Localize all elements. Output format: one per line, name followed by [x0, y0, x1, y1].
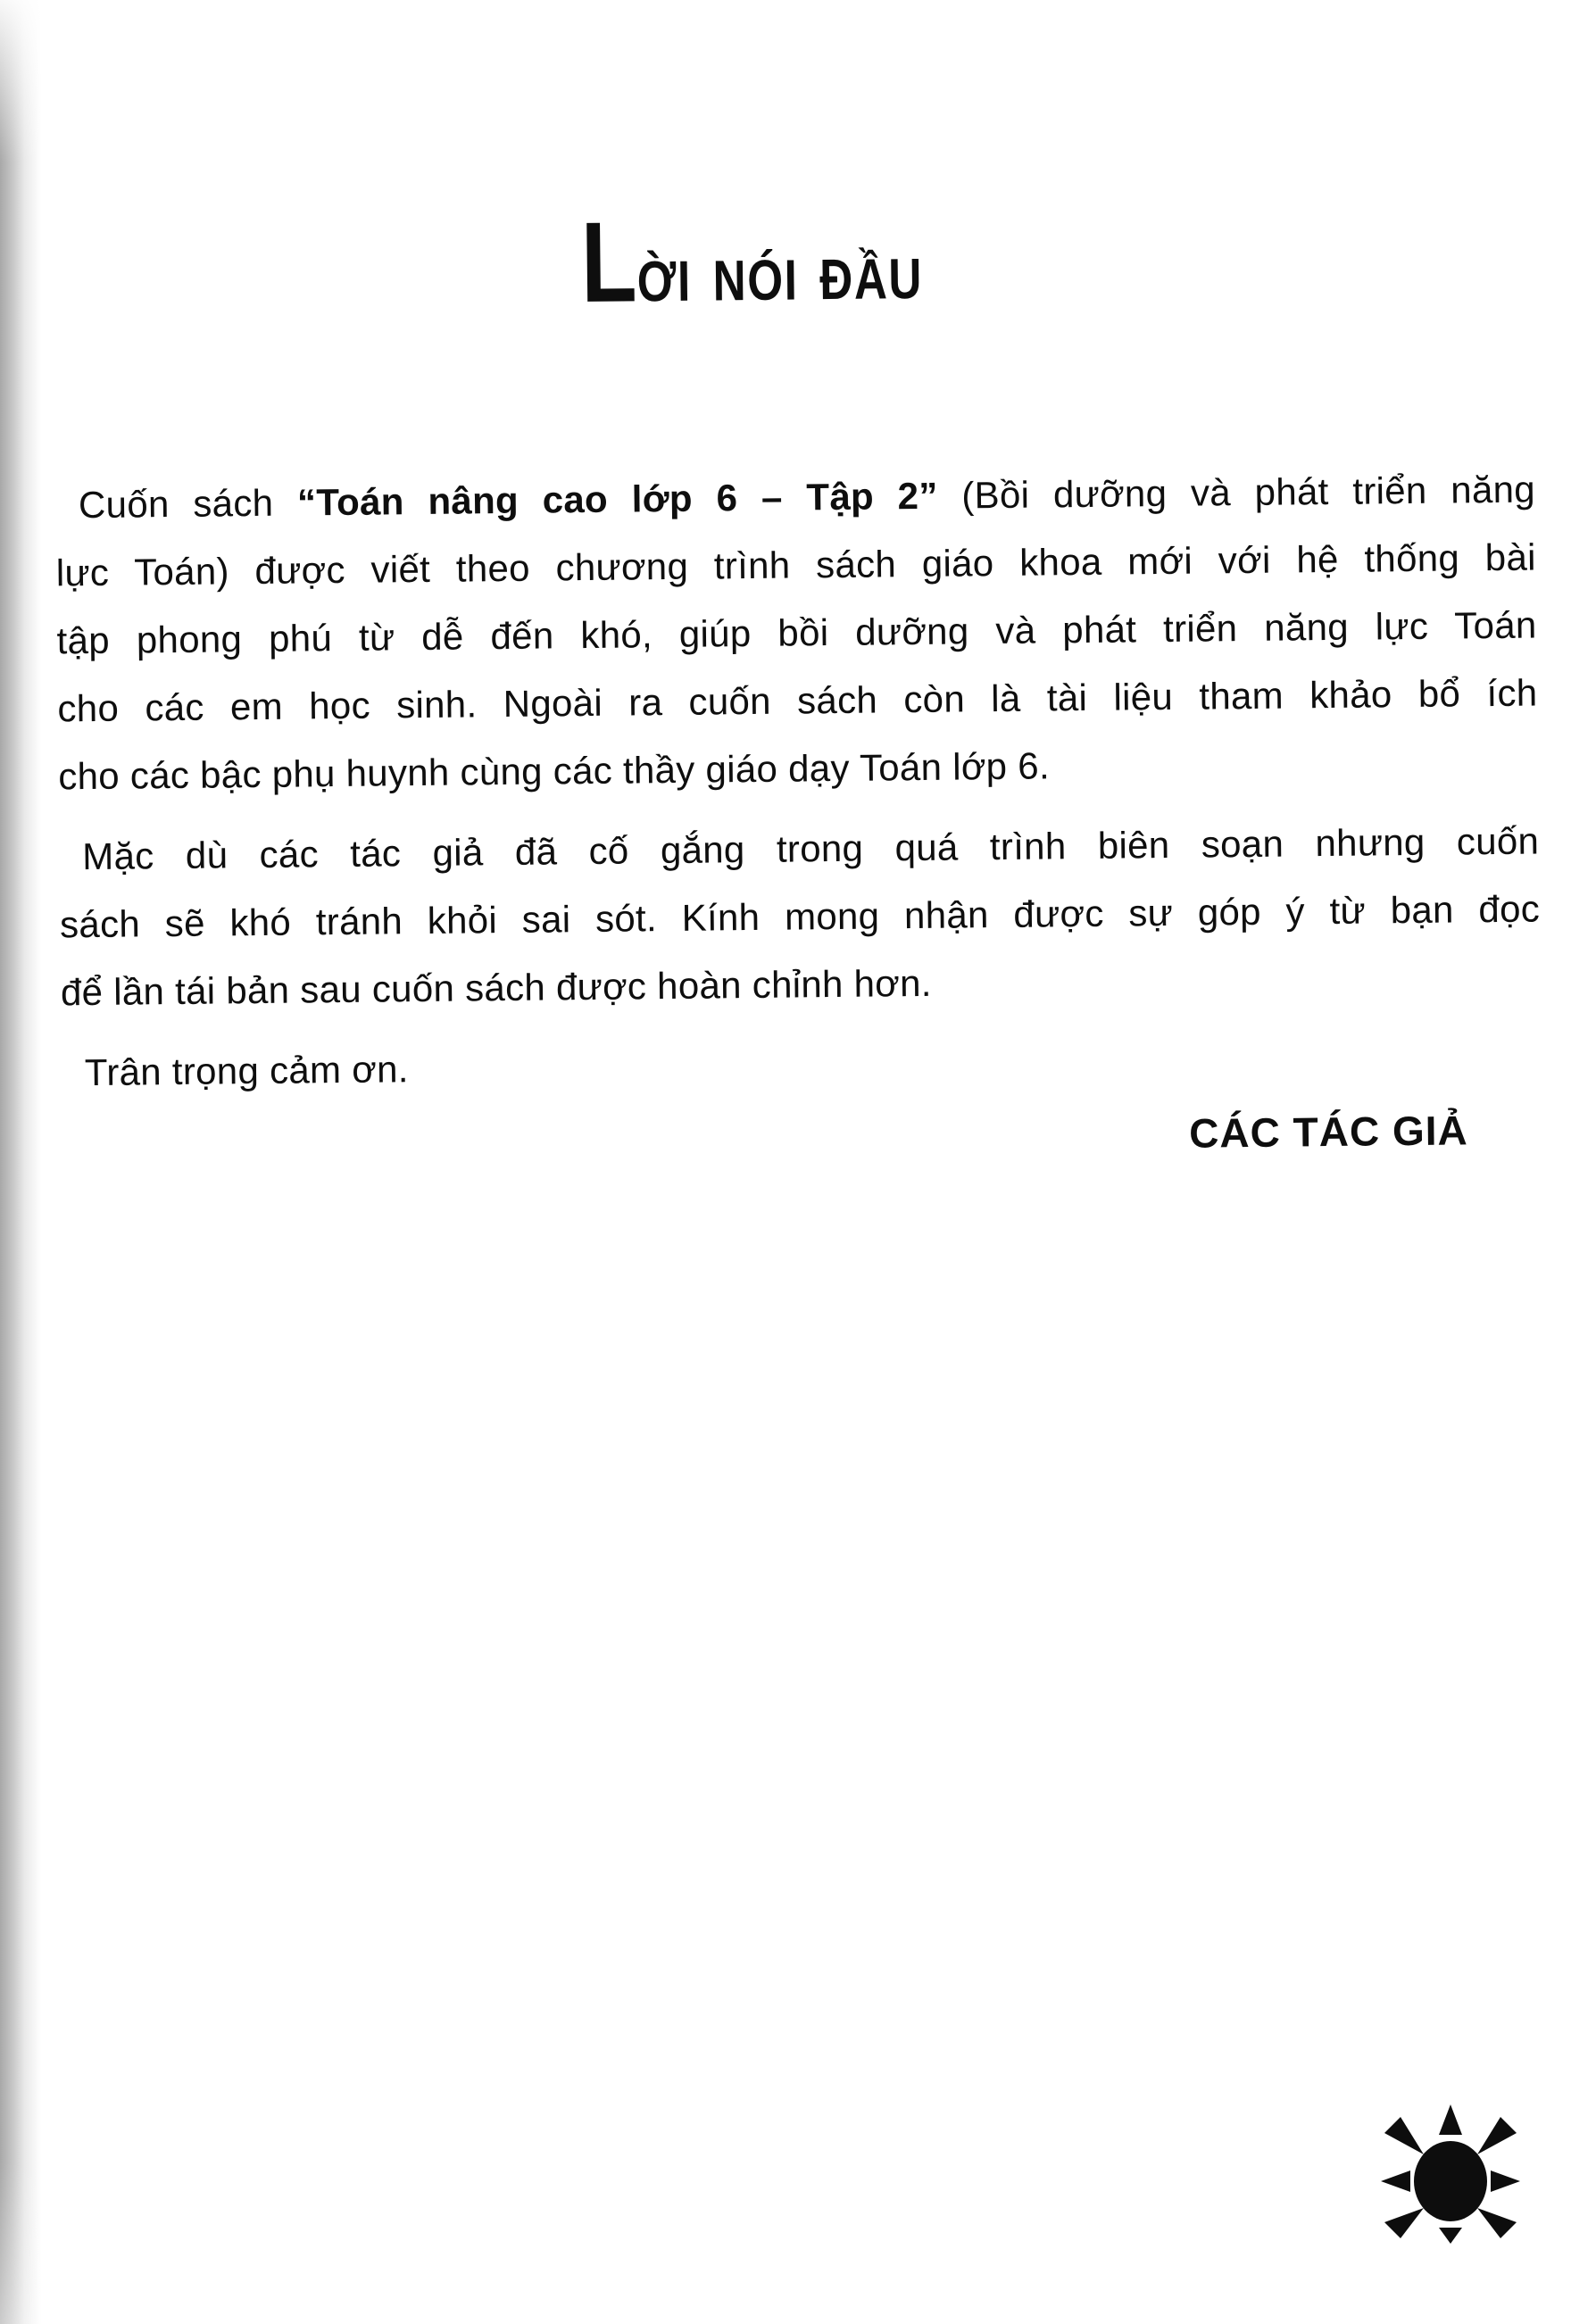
- text-segment: tập phong phú từ dễ đến khó, giúp bồi dưỡng và phát triển năng lực Toán: [56, 603, 1537, 662]
- title-drop-cap: L: [579, 198, 638, 328]
- page-title-text: [579, 198, 924, 332]
- text-segment: Cuốn sách: [78, 481, 298, 527]
- book-title-emphasis: “Toán nâng cao lớp 6 – Tập 2”: [296, 474, 938, 524]
- preface-body: [55, 455, 1542, 1107]
- text-line: [61, 1023, 1542, 1107]
- text-segment: Mặc dù các tác giả đã cố gắng trong quá trình biên soạn nhưng cuốn: [82, 819, 1540, 878]
- text-segment: sách sẽ khó tránh khỏi sai sót. Kính mong nhận được sự góp ý từ bạn đọc: [59, 887, 1541, 946]
- paragraph: [61, 1023, 1542, 1107]
- paragraph: [55, 455, 1539, 810]
- paragraph: [59, 807, 1541, 1026]
- page-content: [53, 198, 1542, 1170]
- text-segment: lực Toán) được viết theo chương trình sách giáo khoa mới với hệ thống bài: [55, 535, 1536, 594]
- text-segment: Trân trọng cảm ơn.: [84, 1048, 409, 1094]
- text-segment: để lần tái bản sau cuốn sách được hoàn chỉnh hơn.: [60, 961, 933, 1014]
- sun-icon: [1377, 2103, 1524, 2247]
- author-signature: CÁC TÁC GIẢ: [1188, 1107, 1468, 1157]
- text-segment: cho các em học sinh. Ngoài ra cuốn sách còn là tài liệu tham khảo bổ ích: [57, 671, 1538, 730]
- text-segment: (Bồi dưỡng và phát triển năng: [937, 468, 1536, 517]
- title-rest: ỜI NÓI ĐẦU: [636, 245, 924, 314]
- scan-gutter-shadow: [0, 0, 41, 2324]
- page-title: [53, 198, 1534, 338]
- text-segment: cho các bậc phụ huynh cùng các thầy giáo dạy Toán lớp 6.: [58, 744, 1051, 798]
